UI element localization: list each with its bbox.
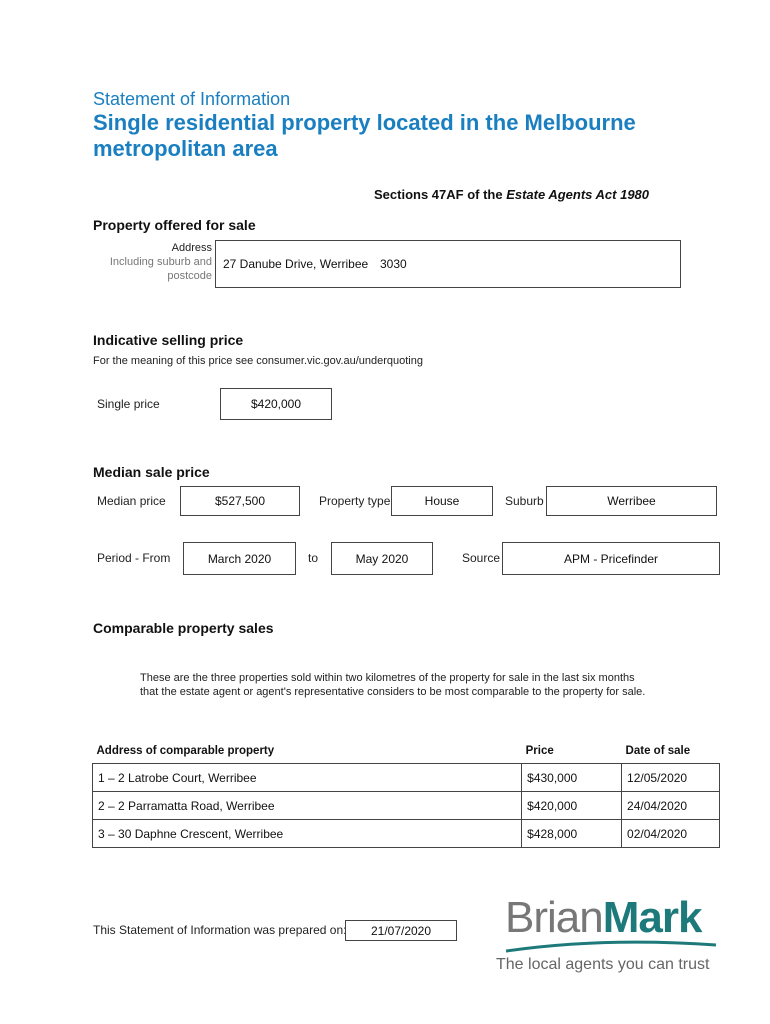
table-header-row <box>93 743 720 764</box>
property-type-field[interactable] <box>391 486 493 516</box>
document-supertitle: Statement of Information <box>93 89 291 109</box>
period-from-field[interactable] <box>183 542 296 575</box>
median-price-heading: Median sale price <box>93 464 210 480</box>
period-from-value: March 2020 <box>207 551 272 566</box>
comparable-address-cell[interactable]: 3 – 30 Daphne Crescent, Werribee <box>93 820 522 848</box>
comparable-date-cell[interactable]: 24/04/2020 <box>622 792 720 820</box>
property-type-label: Property type <box>319 494 391 508</box>
comparable-sales-heading: Comparable property sales <box>93 620 274 636</box>
median-price-value: $527,500 <box>214 494 266 508</box>
prepared-on-label: This Statement of Information was prepared on: <box>93 923 347 937</box>
comparable-address-cell[interactable]: 1 – 2 Latrobe Court, Werribee <box>93 764 522 792</box>
sections-reference <box>374 187 649 202</box>
postcode-value: 3030 <box>380 257 407 271</box>
table-row <box>93 792 720 820</box>
comparable-price-cell[interactable]: $420,000 <box>522 792 622 820</box>
table-row <box>93 820 720 848</box>
comparable-price-cell[interactable]: $428,000 <box>522 820 622 848</box>
logo-brian-text: Brian <box>505 893 603 942</box>
comparable-price-cell[interactable]: $430,000 <box>522 764 622 792</box>
comparable-date-cell[interactable]: 12/05/2020 <box>622 764 720 792</box>
logo-tagline: The local agents you can trust <box>496 956 710 973</box>
source-field[interactable] <box>502 542 720 575</box>
single-price-label: Single price <box>97 397 160 411</box>
single-price-value: $420,000 <box>250 397 302 411</box>
comparable-desc-line2: that the estate agent or agent's representative considers to be most comparable to the property for sale. <box>140 686 646 698</box>
logo-swoosh-icon <box>504 935 718 955</box>
address-value: 27 Danube Drive, Werribee <box>223 257 369 271</box>
column-header-price: Price <box>525 745 554 757</box>
address-field[interactable] <box>215 240 681 288</box>
period-from-label: Period - From <box>97 551 171 565</box>
logo-mark-text: Mark <box>602 893 702 942</box>
period-to-value: May 2020 <box>355 551 409 566</box>
suburb-value: Werribee <box>607 494 656 508</box>
property-offered-heading: Property offered for sale <box>93 217 256 233</box>
column-header-date: Date of sale <box>625 745 691 757</box>
address-label-line1: Address <box>171 242 212 254</box>
median-price-field[interactable] <box>180 486 300 516</box>
median-price-label: Median price <box>97 494 166 508</box>
property-type-value: House <box>424 494 460 508</box>
prepared-date-field[interactable] <box>345 920 457 941</box>
table-row <box>93 764 720 792</box>
sections-act: Estate Agents Act 1980 <box>506 187 650 202</box>
indicative-price-heading: Indicative selling price <box>93 332 244 348</box>
comparable-sales-table <box>92 743 720 848</box>
source-label: Source <box>462 551 501 565</box>
column-header-address: Address of comparable property <box>96 745 275 757</box>
sections-prefix: Sections 47AF of the <box>374 187 507 202</box>
to-label: to <box>308 551 319 565</box>
comparable-desc-line1: These are the three properties sold within two kilometres of the property for sale in the last six months <box>140 672 635 684</box>
document-title: Single residential property located in the Melbourne metropolitan area <box>93 110 636 161</box>
suburb-field[interactable] <box>546 486 717 516</box>
single-price-field[interactable] <box>220 388 332 420</box>
source-value: APM - Pricefinder <box>563 551 659 566</box>
prepared-date-value: 21/07/2020 <box>370 923 432 938</box>
comparable-address-cell[interactable]: 2 – 2 Parramatta Road, Werribee <box>93 792 522 820</box>
address-label-line3: postcode <box>167 270 212 282</box>
comparable-date-cell[interactable]: 02/04/2020 <box>622 820 720 848</box>
underquoting-note: For the meaning of this price see consumer.vic.gov.au/underquoting <box>93 355 423 367</box>
period-to-field[interactable] <box>331 542 433 575</box>
address-label <box>92 242 212 282</box>
address-label-line2: Including suburb and <box>109 256 212 268</box>
suburb-label: Suburb <box>505 494 544 508</box>
